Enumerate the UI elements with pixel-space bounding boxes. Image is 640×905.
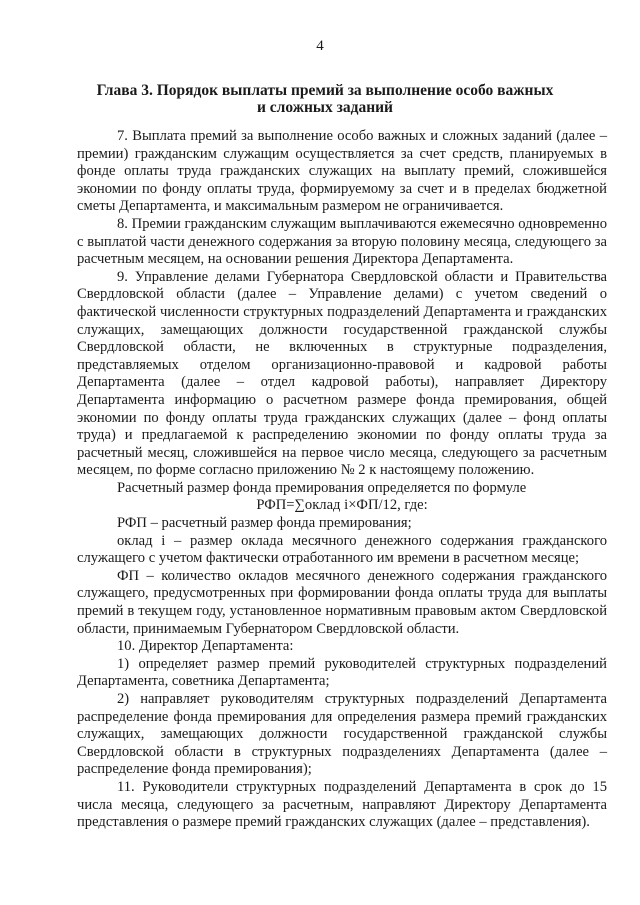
document-body <box>77 128 607 832</box>
paragraph-7: 7. Выплата премий за выполнение особо важных и сложных заданий (далее – премии) гражданским служащим осуществляется за счет средств, планируемых в фонде оплаты труда гражданских служащих на выплату премий, сложившейся экономии по фонду оплаты труда, формируемому за счет и в пределах бюджетной сметы Департамента, и максимальным размером не ограничивается. <box>77 128 607 215</box>
chapter-title-line-1: Глава 3. Порядок выплаты премий за выполнение особо важных <box>96 82 554 99</box>
formula: РФП=∑оклад i×ФП/12, где: <box>256 497 428 514</box>
definition-fp: ФП – количество окладов месячного денежного содержания гражданского служащего, предусмотренных при формировании фонда оплаты труда для выплаты премий в текущем году, установленное нормативным правовым актом Свердловской области, принимаемым Губернатором Свердловской области. <box>77 567 607 637</box>
chapter-title <box>80 82 570 116</box>
page-number: 4 <box>316 38 324 54</box>
paragraph-9: 9. Управление делами Губернатора Свердловской области и Правительства Свердловской области (далее – Управление делами) с учетом сведений о фактической численности структурных подразделений Департамента и гражданских служащих, замещающих должности государственной гражданской службы Свердловской области, не включенных в структурные подразделения, представляемых отделом организационно-правовой и кадровой работы Департамента (далее – отдел кадровой работы), направляет Директору Департамента информацию о расчетном размере фонда премирования, общей экономии по фонду оплаты труда гражданских служащих (далее – фонд оплаты труда) и предлагаемой к распределению экономии по фонду оплаты труда за расчетный месяц, сложившейся на первое число месяца, следующего за расчетным месяцем, по форме согласно приложению № 2 к настоящему положению. <box>77 268 607 479</box>
paragraph-11: 11. Руководители структурных подразделений Департамента в срок до 15 числа месяца, следующего за расчетным, направляют Директору Департамента представления о размере премий гражданских служащих (далее – представления). <box>77 778 607 831</box>
paragraph-10: 10. Директор Департамента: <box>117 638 294 655</box>
chapter-title-line-2: и сложных заданий <box>256 99 393 116</box>
paragraph-8: 8. Премии гражданским служащим выплачиваются ежемесячно одновременно с выплатой части денежного содержания за вторую половину месяца, следующего за расчетным месяцем, на основании решения Директора Департамента. <box>77 215 607 268</box>
paragraph-10-item-2: 2) направляет руководителям структурных подразделений Департамента распределение фонда премирования для определения размера премий гражданских служащих, замещающих должности государственной гражданской службы Свердловской области в структурных подразделениях Департамента (далее – распределение фонда премирования); <box>77 691 607 778</box>
paragraph-10-item-1: 1) определяет размер премий руководителей структурных подразделений Департамента, советника Департамента; <box>77 655 607 690</box>
definition-oklad: оклад i – размер оклада месячного денежного содержания гражданского служащего с учетом фактически отработанного им времени в расчетном месяце; <box>77 532 607 567</box>
definition-rfp: РФП – расчетный размер фонда премирования; <box>117 515 412 532</box>
formula-intro: Расчетный размер фонда премирования определяется по формуле <box>117 479 527 496</box>
